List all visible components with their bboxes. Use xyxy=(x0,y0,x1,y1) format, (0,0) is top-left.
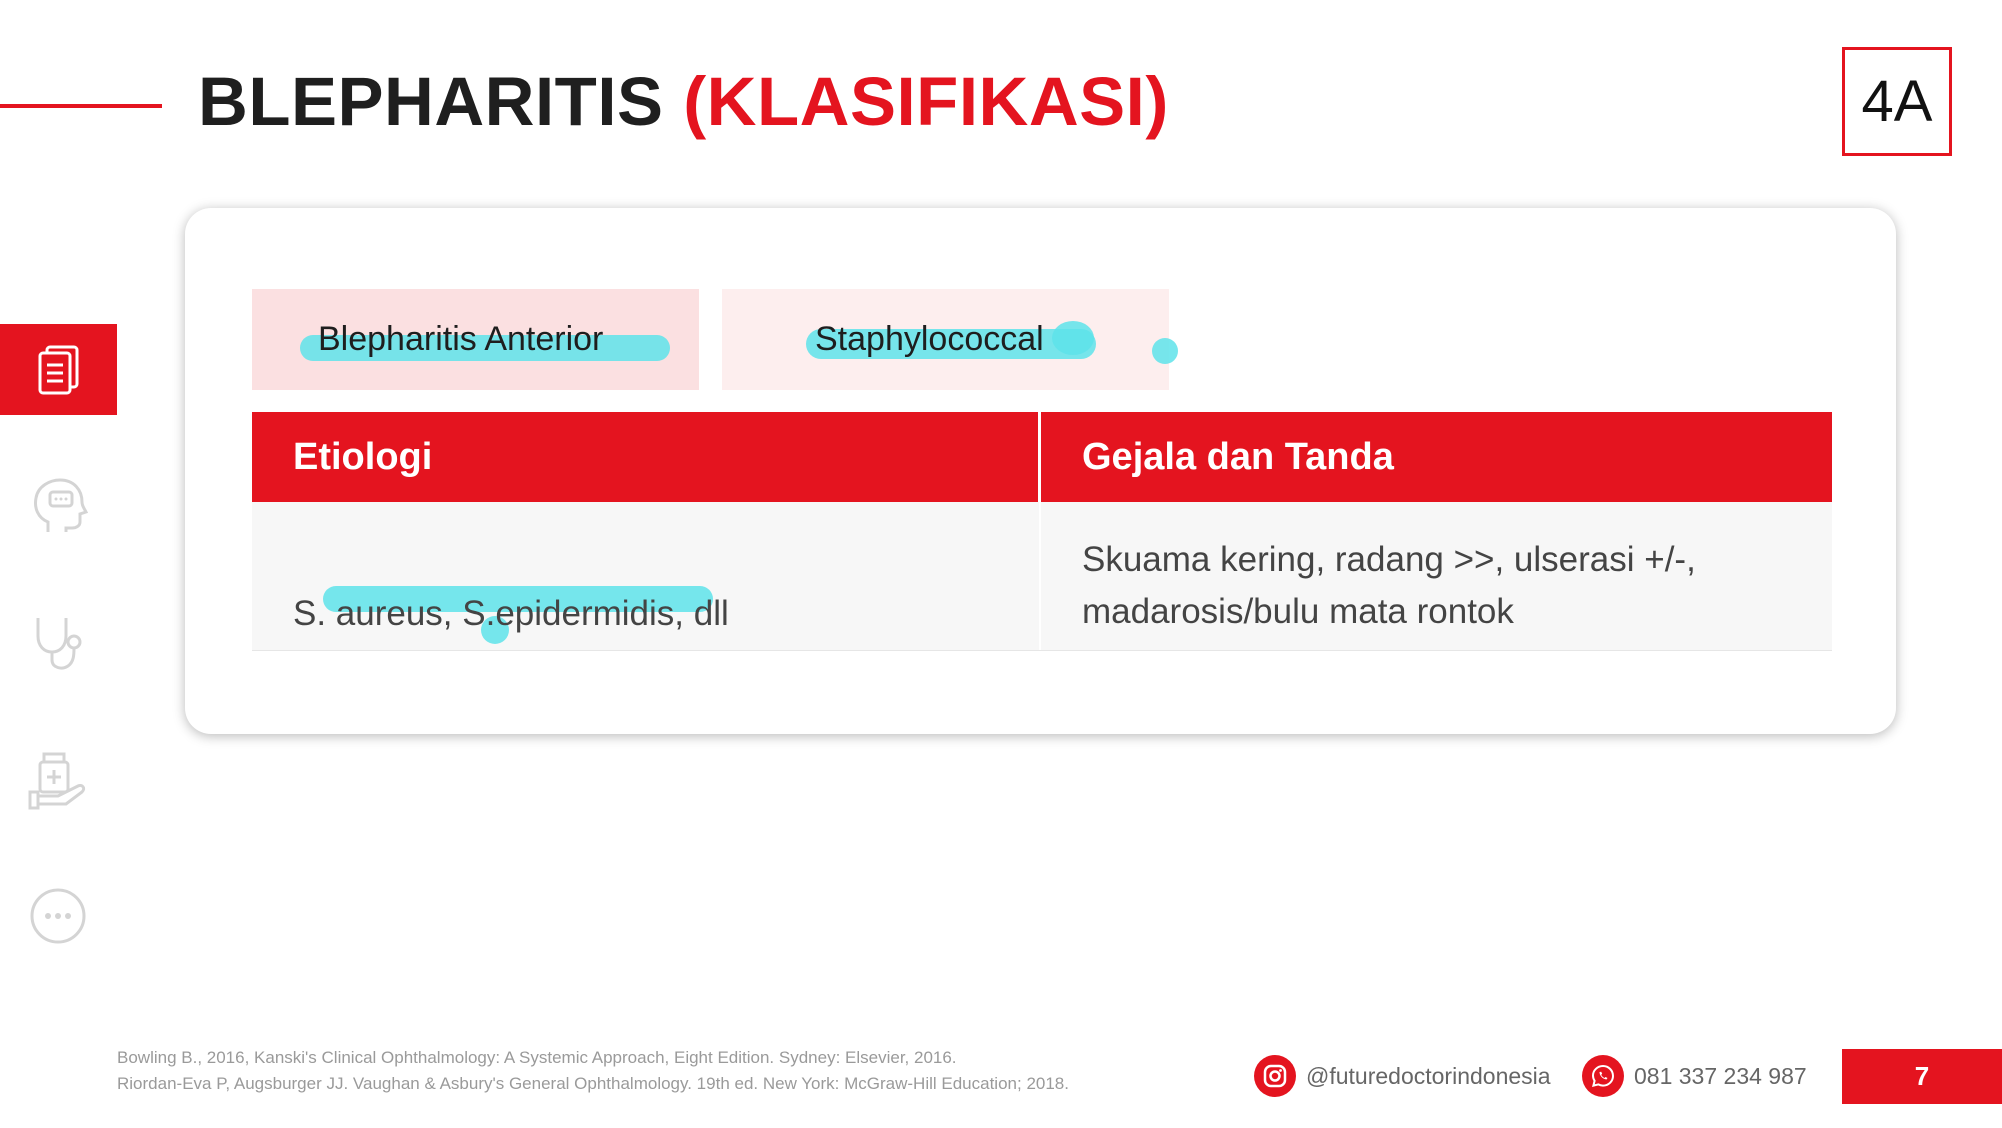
reference-1: Bowling B., 2016, Kanski's Clinical Ophthalmology: A Systemic Approach, Eight Edition. Sydney: Elsevier, 2016. xyxy=(117,1048,957,1067)
sidebar-item-document[interactable] xyxy=(0,324,117,415)
instagram-handle: @futuredoctorindonesia xyxy=(1306,1062,1551,1089)
whatsapp-number: 081 337 234 987 xyxy=(1634,1062,1807,1089)
more-icon[interactable] xyxy=(28,886,88,946)
document-icon xyxy=(37,345,81,395)
reference-2: Riordan-Eva P, Augsburger JJ. Vaughan & Asbury's General Ophthalmology. 19th ed. New York: McGraw-Hill Education; 2018. xyxy=(117,1074,1069,1093)
section-code-badge: 4A xyxy=(1842,47,1952,156)
whatsapp-contact[interactable] xyxy=(1582,1055,1807,1097)
highlight-mark xyxy=(1052,321,1094,355)
etiologi-text: S. aureus, S.epidermidis, dll xyxy=(293,594,729,633)
instagram-contact[interactable] xyxy=(1254,1055,1551,1097)
references xyxy=(117,1045,1069,1097)
stethoscope-icon[interactable] xyxy=(28,614,88,674)
tag-blepharitis-subtype xyxy=(722,289,1169,390)
table-row xyxy=(252,502,1832,651)
medical-care-icon[interactable] xyxy=(28,750,88,810)
table-header-row xyxy=(252,412,1832,502)
header-etiologi: Etiologi xyxy=(252,412,1041,502)
page-number: 7 xyxy=(1842,1049,2002,1104)
title-accent-line xyxy=(0,104,162,108)
page-title xyxy=(198,62,1169,142)
tag-subtype-label: Staphylococcal xyxy=(815,320,1044,358)
header-gejala: Gejala dan Tanda xyxy=(1082,435,1394,478)
cell-gejala: Skuama kering, radang >>, ulserasi +/-, madarosis/bulu mata rontok xyxy=(1082,540,1696,631)
title-main: BLEPHARITIS xyxy=(198,63,684,140)
classification-table xyxy=(252,412,1832,651)
tag-type-label: Blepharitis Anterior xyxy=(318,320,604,358)
whatsapp-icon xyxy=(1582,1055,1624,1097)
title-highlight: (KLASIFIKASI) xyxy=(683,63,1169,140)
head-icon[interactable] xyxy=(28,476,88,536)
instagram-icon xyxy=(1254,1055,1296,1097)
tag-blepharitis-type xyxy=(252,289,699,390)
cell-etiologi xyxy=(252,502,1041,650)
highlight-mark xyxy=(1152,338,1178,364)
